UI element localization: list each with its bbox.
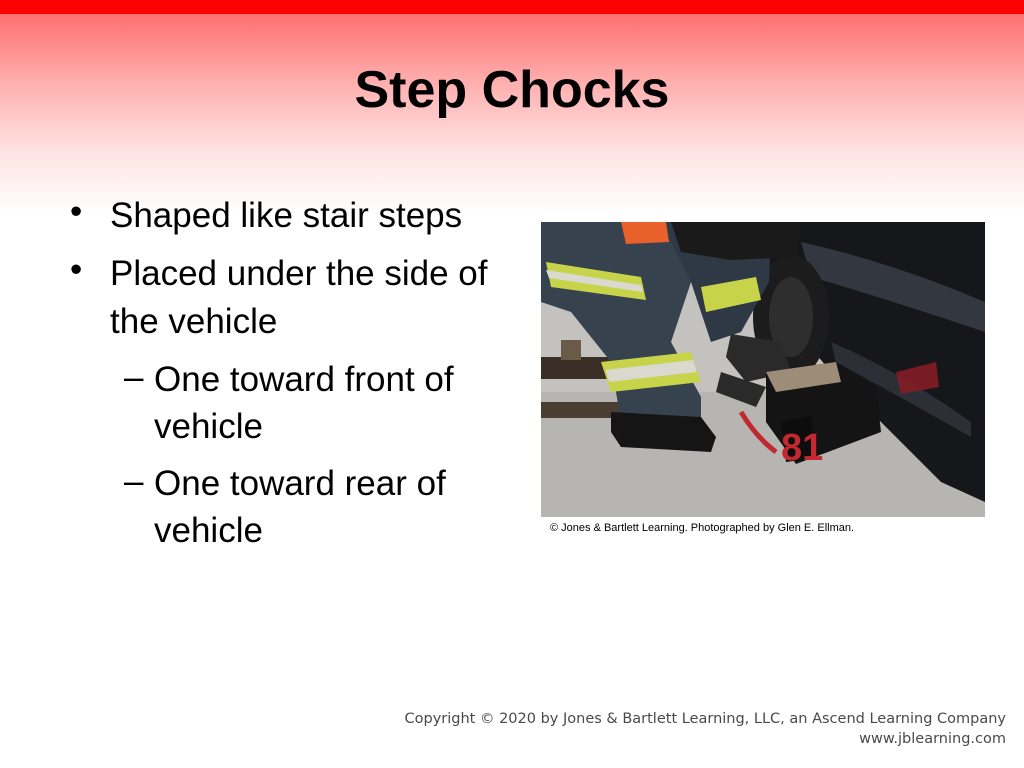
sub-bullet-marker: – — [124, 358, 144, 397]
sub-bullet-text: One toward rear of vehicle — [154, 464, 446, 550]
photo-illustration — [541, 222, 985, 517]
bullet-text: Placed under the side of the vehicle — [110, 254, 488, 341]
slide-title: Step Chocks — [354, 61, 670, 119]
sub-bullet-text: One toward front of vehicle — [154, 360, 454, 446]
firefighter-placing-step-chock-photo — [541, 222, 985, 517]
bullet-text: Shaped like stair steps — [110, 196, 463, 235]
bullet-marker: • — [70, 192, 83, 231]
sub-bullet-item — [70, 356, 530, 450]
bullet-item — [70, 192, 530, 240]
bullet-item — [70, 250, 530, 346]
footer-copyright: Copyright © 2020 by Jones & Bartlett Learning, LLC, an Ascend Learning Company — [404, 711, 1006, 727]
chock-number-label: 81 — [781, 427, 824, 469]
sub-bullet-item — [70, 460, 530, 554]
footer-url[interactable]: www.jblearning.com — [859, 731, 1006, 747]
bullet-marker: • — [70, 250, 83, 289]
sub-bullet-marker: – — [124, 462, 144, 501]
top-accent-bar — [0, 0, 1024, 14]
photo-credit: © Jones & Bartlett Learning. Photographed by Glen E. Ellman. — [550, 522, 855, 534]
bullet-list — [70, 192, 530, 564]
footer — [405, 709, 1006, 749]
